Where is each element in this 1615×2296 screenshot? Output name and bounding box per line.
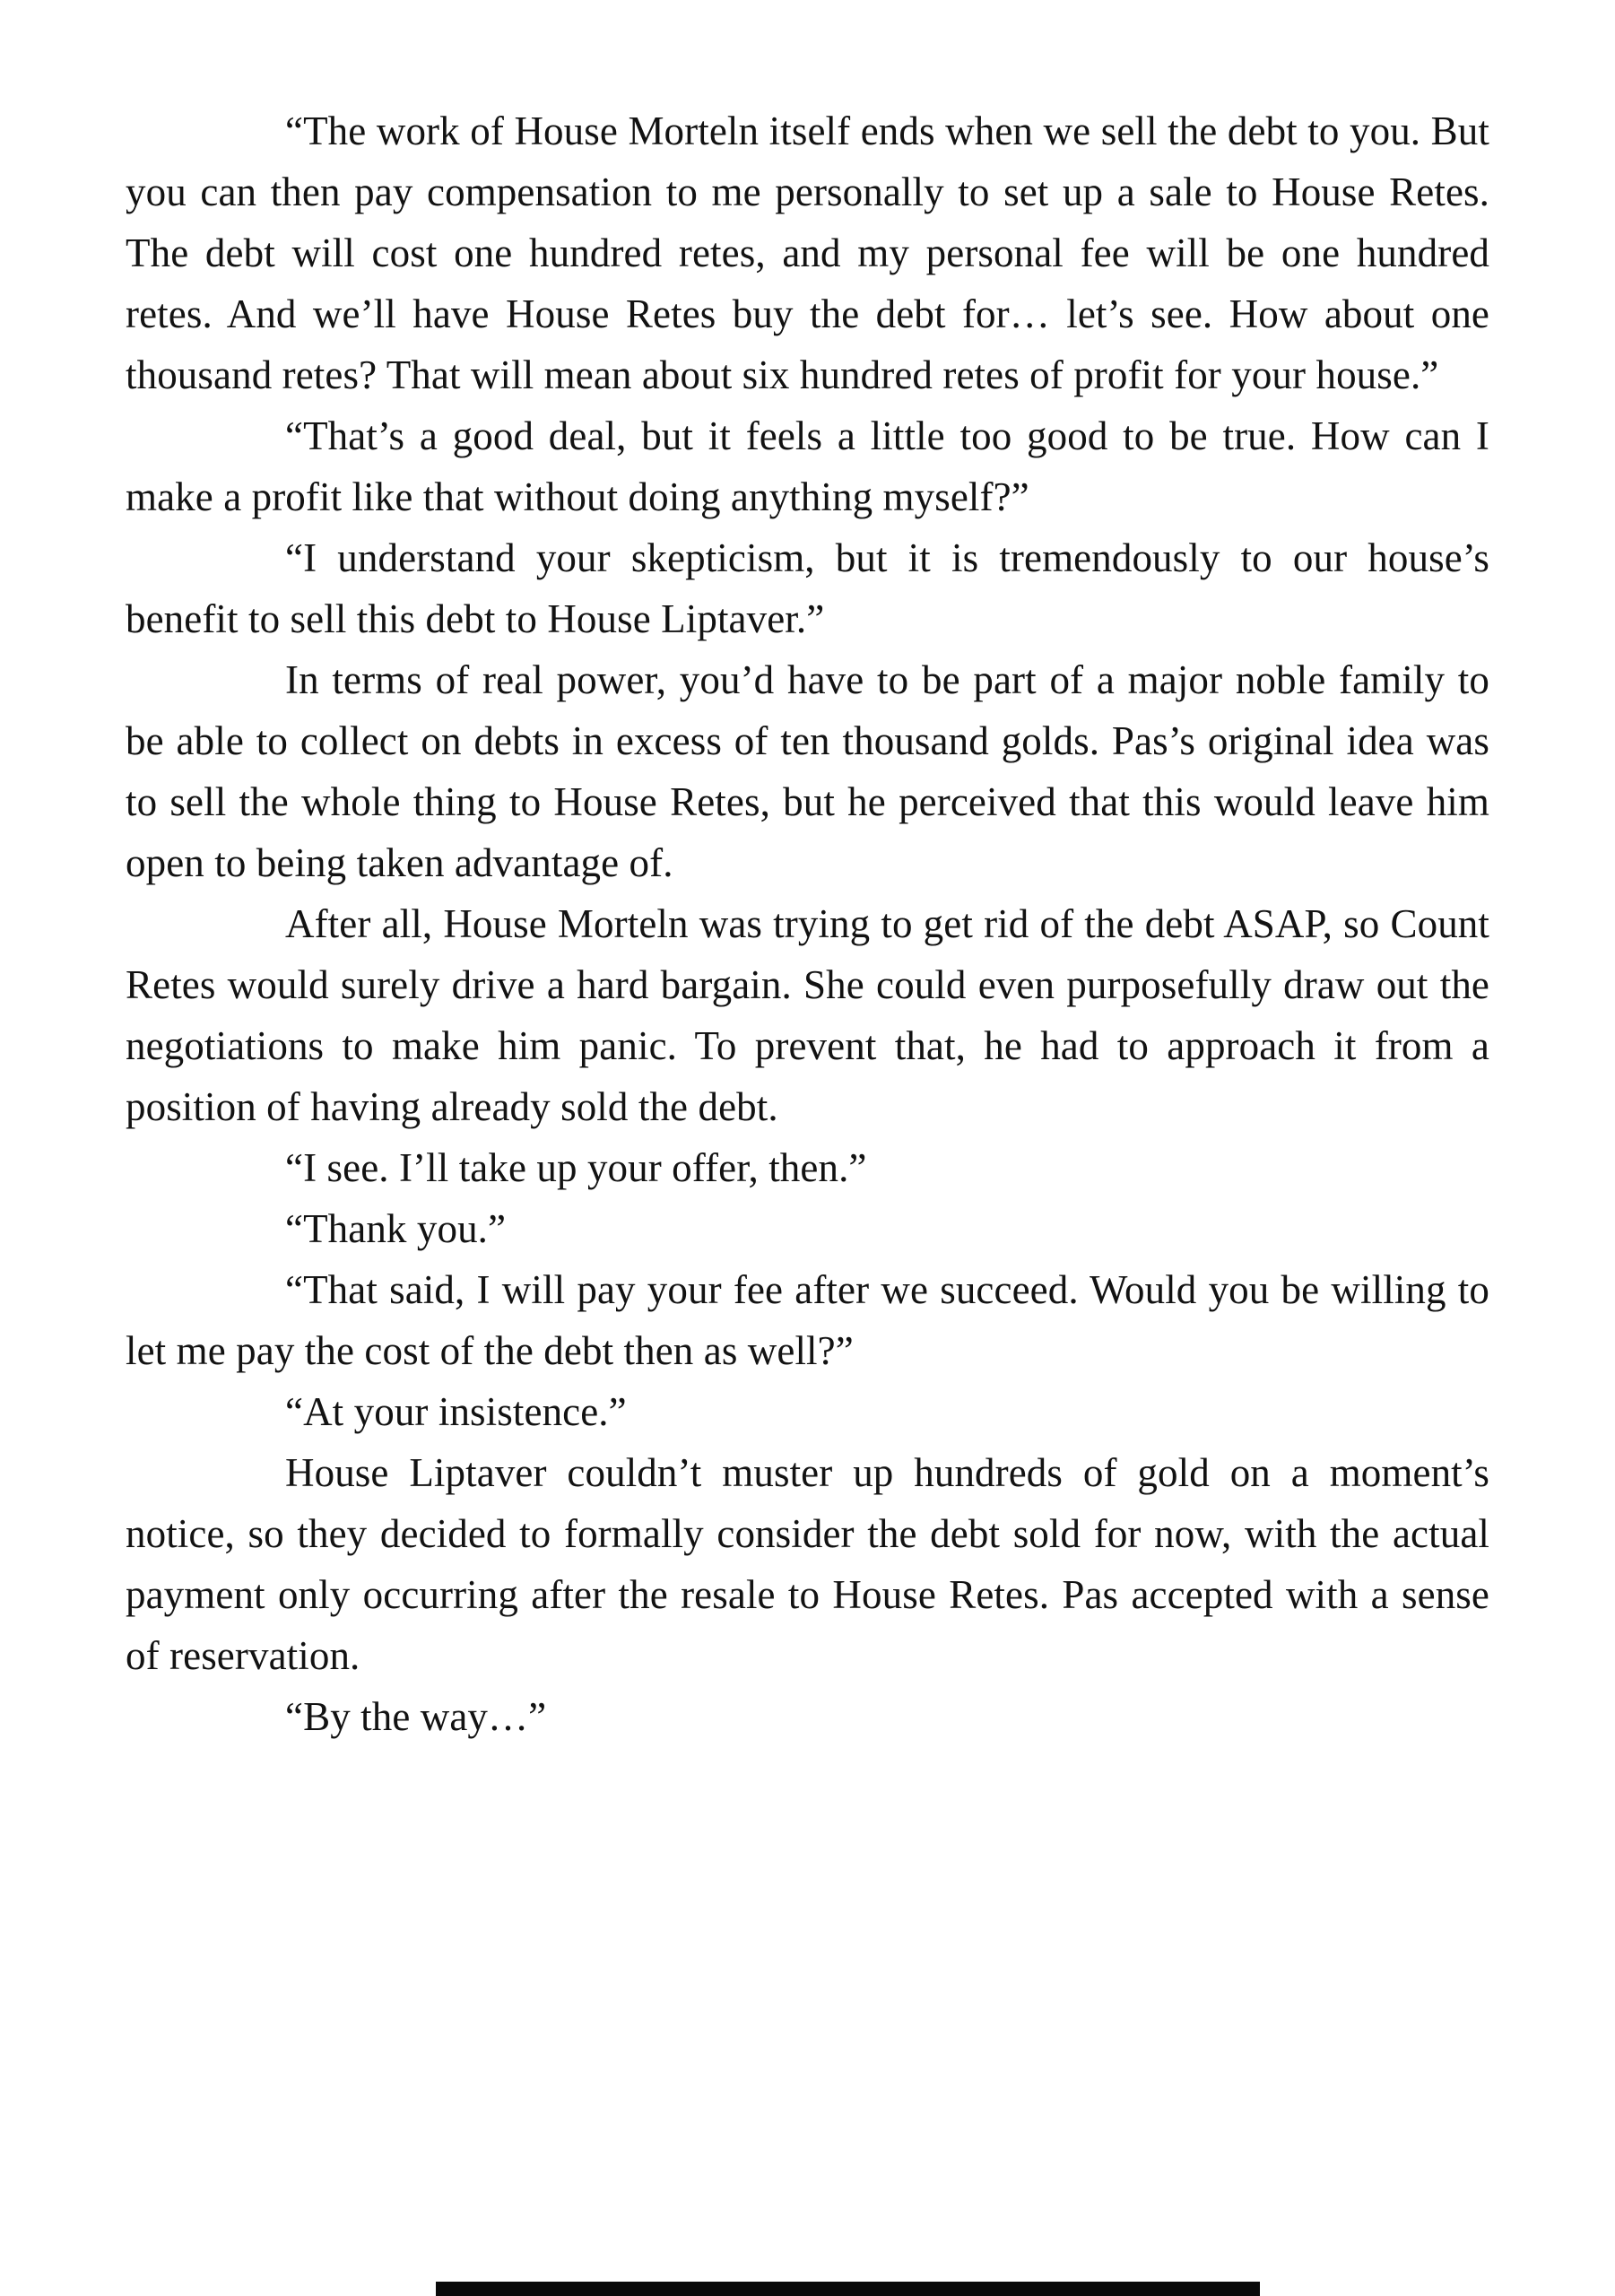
paragraph: “Thank you.” — [285, 1206, 507, 1251]
screen-edge-bar — [436, 2282, 1260, 2296]
paragraph: “That said, I will pay your fee after we succeed. Would you be willing to let me pay the cost of the debt then as well?” — [126, 1267, 1489, 1373]
paragraph: House Liptaver couldn’t muster up hundreds of gold on a moment’s notice, so they decided to formally consider the debt sold for now, with the actual payment only occurring after the resale to House Retes. Pas accepted with a sense of reservation. — [126, 1450, 1489, 1678]
paragraph: “I understand your skepticism, but it is tremendously to our house’s benefit to sell this debt to House Liptaver.” — [126, 535, 1489, 641]
paragraph: In terms of real power, you’d have to be part of a major noble family to be able to collect on debts in excess of ten thousand golds. Pas’s original idea was to sell the whole thing to House Retes, but he perceived that this would leave him open to being taken advantage of. — [126, 657, 1489, 885]
paragraph: “By the way…” — [285, 1694, 547, 1739]
paragraph: After all, House Morteln was trying to get rid of the debt ASAP, so Count Retes would surely drive a hard bargain. She could even purposefully draw out the negotiations to make him panic. To prevent that, he had to approach it from a position of having already sold the debt. — [126, 901, 1489, 1129]
paragraph: “At your insistence.” — [285, 1389, 627, 1434]
paragraph: “The work of House Morteln itself ends when we sell the debt to you. But you can then pay compensation to me personally to set up a sale to House Retes. The debt will cost one hundred retes, and my personal fee will be one hundred retes. And we’ll have House Retes buy the debt for… let’s see. How about one thousand retes? That will mean about six hundred retes of profit for your house.” — [126, 109, 1489, 397]
paragraph: “I see. I’ll take up your offer, then.” — [285, 1145, 867, 1190]
paragraph: “That’s a good deal, but it feels a little too good to be true. How can I make a profit like that without doing anything myself?” — [126, 413, 1489, 519]
text-block — [126, 100, 1489, 1747]
